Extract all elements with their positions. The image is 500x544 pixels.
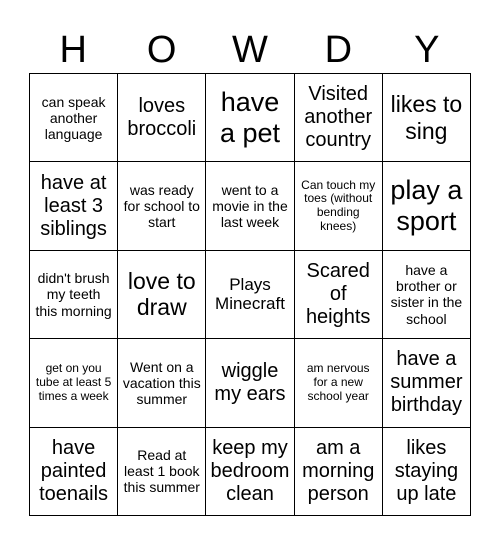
bingo-cell[interactable]: [30, 251, 118, 339]
bingo-cell-label: Scared of heights: [305, 259, 371, 328]
bingo-cell[interactable]: [206, 74, 294, 162]
bingo-cell[interactable]: [383, 162, 471, 250]
bingo-cell[interactable]: [206, 251, 294, 339]
bingo-cell-label: can speak another language: [41, 93, 106, 142]
bingo-cell[interactable]: [30, 428, 118, 516]
bingo-cell[interactable]: [118, 251, 206, 339]
bingo-cell-label: likes staying up late: [394, 436, 459, 505]
bingo-cell-label: Plays Minecraft: [215, 274, 285, 314]
bingo-cell-label: have at least 3 siblings: [40, 171, 107, 240]
bingo-cell-label: am nervous for a new school year: [306, 361, 370, 403]
bingo-cell-label: Can touch my toes (without bending knees): [301, 177, 376, 233]
bingo-cell-label: have a summer birthday: [390, 348, 463, 417]
bingo-cell-label: went to a movie in the last week: [212, 181, 288, 231]
bingo-cell[interactable]: [118, 74, 206, 162]
bingo-cell-label: Visited another country: [304, 83, 373, 152]
bingo-cell[interactable]: [206, 428, 294, 516]
header-letter-y: Y: [414, 28, 440, 71]
bingo-cell-label: have painted toenails: [39, 436, 109, 505]
bingo-cell-label: didn't brush my teeth this morning: [35, 270, 112, 319]
bingo-cell-label: likes to sing: [390, 91, 463, 144]
bingo-grid: [29, 73, 471, 516]
bingo-cell[interactable]: [383, 428, 471, 516]
bingo-cell-label: play a sport: [390, 175, 463, 237]
bingo-cell[interactable]: [30, 339, 118, 427]
bingo-header: [29, 22, 471, 78]
bingo-cell-label: wiggle my ears: [214, 359, 286, 405]
bingo-cell[interactable]: [383, 339, 471, 427]
bingo-cell-label: get on you tube at least 5 times a week: [35, 361, 112, 403]
bingo-cell[interactable]: [118, 428, 206, 516]
header-letter-d: D: [324, 28, 353, 71]
bingo-cell-label: loves broccoli: [127, 94, 197, 140]
bingo-cell-label: keep my bedroom clean: [210, 436, 290, 505]
header-letter-o: O: [146, 28, 177, 71]
bingo-cell[interactable]: [118, 162, 206, 250]
bingo-cell-label: have a pet: [219, 86, 281, 148]
bingo-cell-label: am a morning person: [302, 436, 375, 505]
bingo-cell-label: was ready for school to start: [123, 181, 200, 231]
bingo-cell[interactable]: [295, 74, 383, 162]
bingo-cell[interactable]: [295, 251, 383, 339]
bingo-cell[interactable]: [383, 74, 471, 162]
bingo-cell-label: love to draw: [127, 268, 196, 321]
bingo-cell[interactable]: [295, 162, 383, 250]
bingo-cell-label: Read at least 1 book this summer: [123, 447, 200, 496]
bingo-cell[interactable]: [118, 339, 206, 427]
bingo-cell[interactable]: [295, 339, 383, 427]
header-letter-h: H: [59, 28, 87, 71]
bingo-cell[interactable]: [206, 162, 294, 250]
bingo-cell[interactable]: [383, 251, 471, 339]
bingo-cell-label: Went on a vacation this summer: [122, 358, 201, 407]
bingo-cell[interactable]: [206, 339, 294, 427]
bingo-cell[interactable]: [295, 428, 383, 516]
bingo-cell-label: have a brother or sister in the school: [390, 262, 463, 327]
bingo-cell[interactable]: [30, 162, 118, 250]
bingo-cell[interactable]: [30, 74, 118, 162]
header-letter-w: W: [232, 28, 268, 71]
